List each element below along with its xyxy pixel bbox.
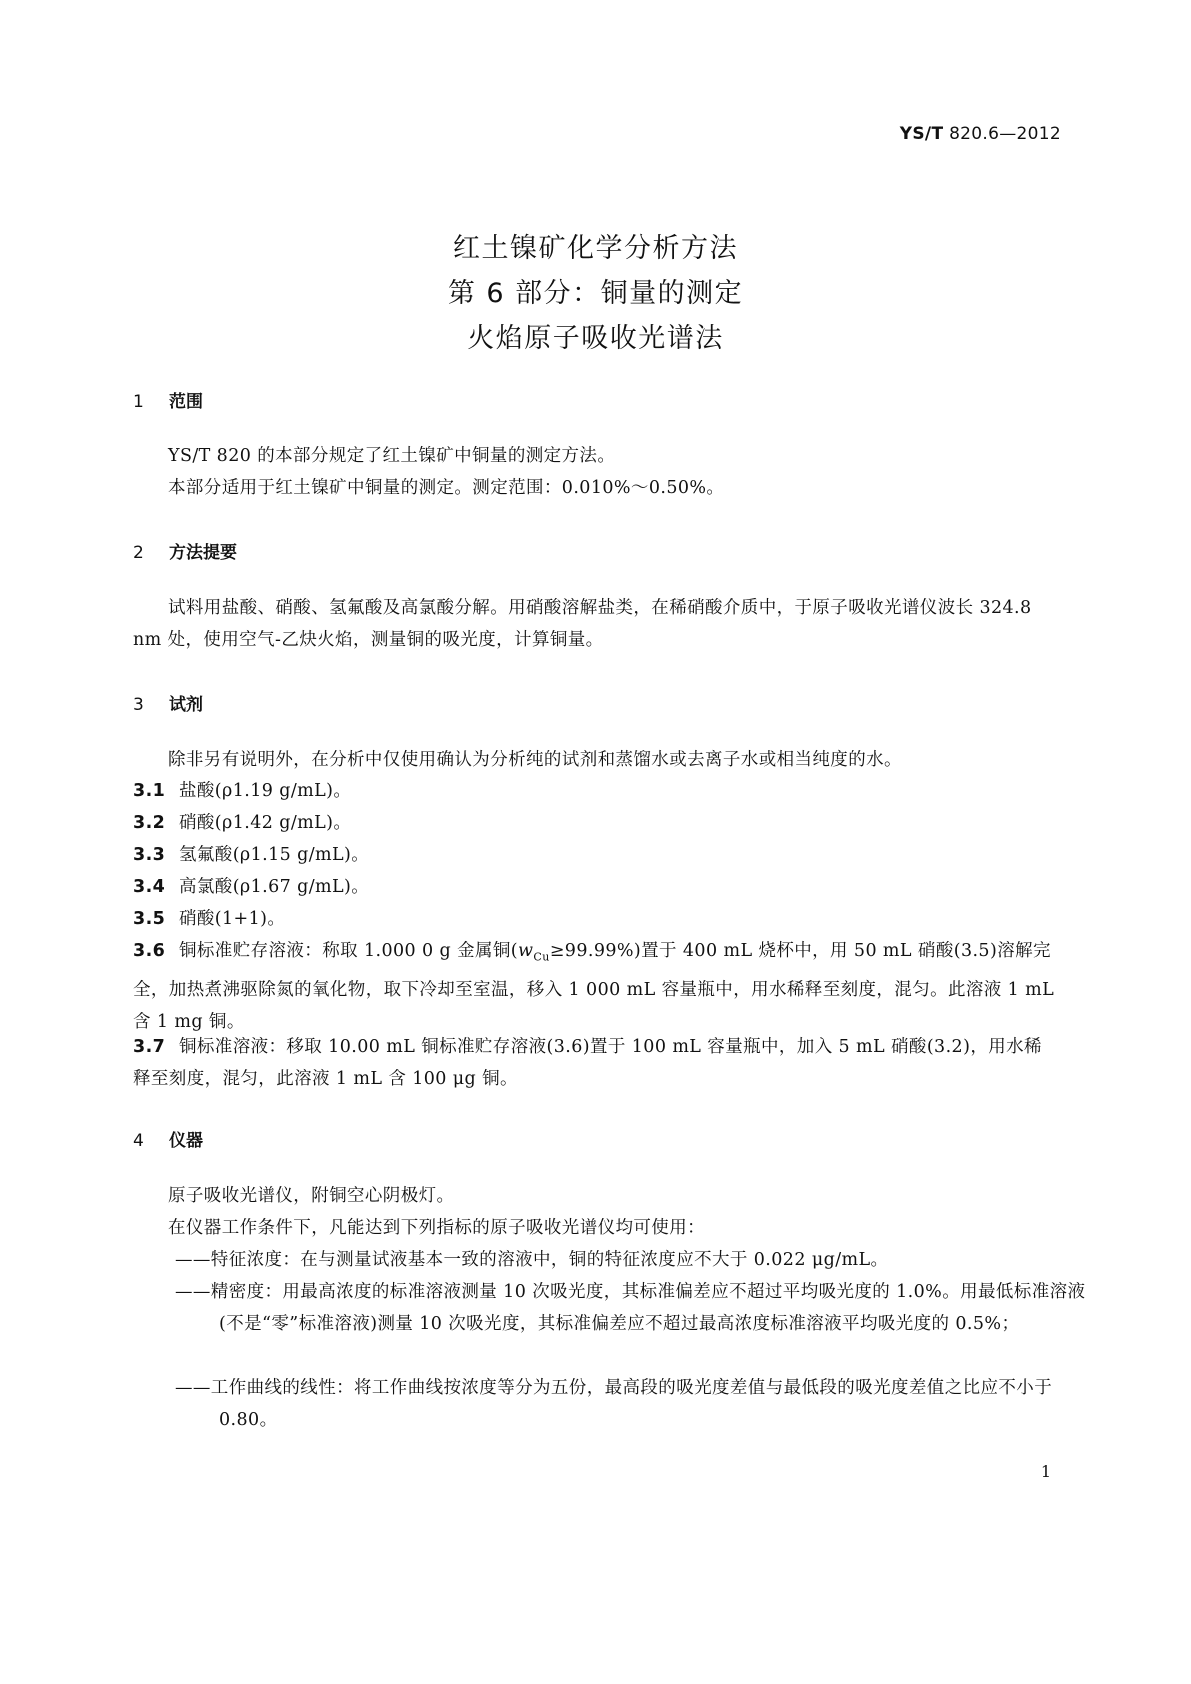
reagent-item-number: 3.3: [133, 845, 166, 865]
reagent-item-number: 3.7: [133, 1037, 166, 1057]
reagent-item-text: 高氯酸(ρ1.67 g/mL)。: [179, 877, 370, 897]
section-1-paragraph-2: 本部分适用于红土镍矿中铜量的测定。测定范围：0.010%～0.50%。: [168, 478, 725, 498]
section-1-heading: [133, 387, 203, 412]
reagent-item-text-b: ≥99.99%)置于 400 mL 烧杯中，用 50 mL 硝酸(3.5)溶解完全，加热煮沸驱除氮的氧化物，取下冷却至室温，移入 1 000 mL 容量瓶中，用水稀释至刻度，混匀。此溶液 1 mL 含 1 mg 铜。: [133, 941, 1055, 1032]
reagent-item-number: 3.5: [133, 909, 166, 929]
reagent-item-text: 硝酸(ρ1.42 g/mL)。: [179, 813, 352, 833]
section-4-heading: [133, 1126, 203, 1151]
reagent-item: [133, 1031, 1058, 1095]
reagent-item: [133, 775, 1058, 807]
section-4-paragraph-1: 原子吸收光谱仪，附铜空心阴极灯。: [168, 1186, 455, 1206]
standard-number: 820.6—2012: [949, 124, 1061, 144]
section-4-title: 仪器: [169, 1131, 203, 1151]
page-number: 1: [1040, 1462, 1051, 1481]
section-1-title: 范围: [169, 392, 203, 412]
section-2-paragraph-1: 试料用盐酸、硝酸、氢氟酸及高氯酸分解。用硝酸溶解盐类，在稀硝酸介质中，于原子吸收光谱仪波长 324.8 nm 处，使用空气-乙炔火焰，测量铜的吸光度，计算铜量。: [133, 598, 1032, 650]
reagent-item-text: 盐酸(ρ1.19 g/mL)。: [179, 781, 352, 801]
section-2-title: 方法提要: [169, 543, 237, 563]
section-4-paragraph-2: 在仪器工作条件下，凡能达到下列指标的原子吸收光谱仪均可使用：: [168, 1218, 705, 1238]
section-3-number: 3: [133, 695, 144, 715]
instrument-criterion: ——特征浓度：在与测量试液基本一致的溶液中，铜的特征浓度应不大于 0.022 μg/mL。: [175, 1250, 889, 1270]
section-2-heading: [133, 538, 237, 563]
reagent-item-text-a: 铜标准贮存溶液：称取 1.000 0 g 金属铜(: [179, 941, 519, 961]
reagent-item: [133, 871, 1058, 903]
mass-fraction-symbol: w: [518, 941, 534, 961]
section-3-intro: 除非另有说明外，在分析中仅使用确认为分析纯的试剂和蒸馏水或去离子水或相当纯度的水。: [168, 750, 902, 770]
reagent-item-number: 3.6: [133, 941, 166, 961]
document-title: [0, 226, 1191, 361]
reagent-item-number: 3.2: [133, 813, 166, 833]
section-1-number: 1: [133, 392, 144, 412]
reagent-item: [133, 903, 1058, 935]
reagent-item-text: 铜标准溶液：移取 10.00 mL 铜标准贮存溶液(3.6)置于 100 mL 容量瓶中，加入 5 mL 硝酸(3.2)，用水稀释至刻度，混匀，此溶液 1 mL 含 100 μg 铜。: [133, 1037, 1042, 1089]
section-1-paragraph-1: YS/T 820 的本部分规定了红土镍矿中铜量的测定方法。: [168, 446, 616, 466]
reagent-item: [133, 935, 1058, 1038]
reagent-item-number: 3.4: [133, 877, 166, 897]
section-3-title: 试剂: [169, 695, 203, 715]
instrument-criterion: ——工作曲线的线性：将工作曲线按浓度等分为五份，最高段的吸光度差值与最低段的吸光度差值之比应不小于 0.80。: [175, 1378, 1053, 1430]
reagent-item-text: 氢氟酸(ρ1.15 g/mL)。: [179, 845, 370, 865]
title-line-1: 红土镍矿化学分析方法: [453, 233, 738, 264]
section-2-number: 2: [133, 543, 144, 563]
reagent-item-number: 3.1: [133, 781, 166, 801]
instrument-criterion: ——精密度：用最高浓度的标准溶液测量 10 次吸光度，其标准偏差应不超过平均吸光度的 1.0%。用最低标准溶液(不是“零”标准溶液)测量 10 次吸光度，其标准偏差应不超过最高浓度标准溶液平均吸光度的 0.5%；: [175, 1282, 1086, 1334]
reagent-item-text: 硝酸(1+1)。: [179, 909, 286, 929]
title-line-2: 第 6 部分：铜量的测定: [447, 278, 744, 309]
standard-prefix: YS/T: [899, 124, 944, 144]
standard-code: [900, 124, 1061, 144]
mass-fraction-subscript: Cu: [533, 950, 550, 964]
reagent-item: [133, 839, 1058, 871]
section-4-number: 4: [133, 1131, 144, 1151]
reagent-item: [133, 807, 1058, 839]
title-line-3: 火焰原子吸收光谱法: [467, 323, 724, 354]
section-3-heading: [133, 690, 203, 715]
